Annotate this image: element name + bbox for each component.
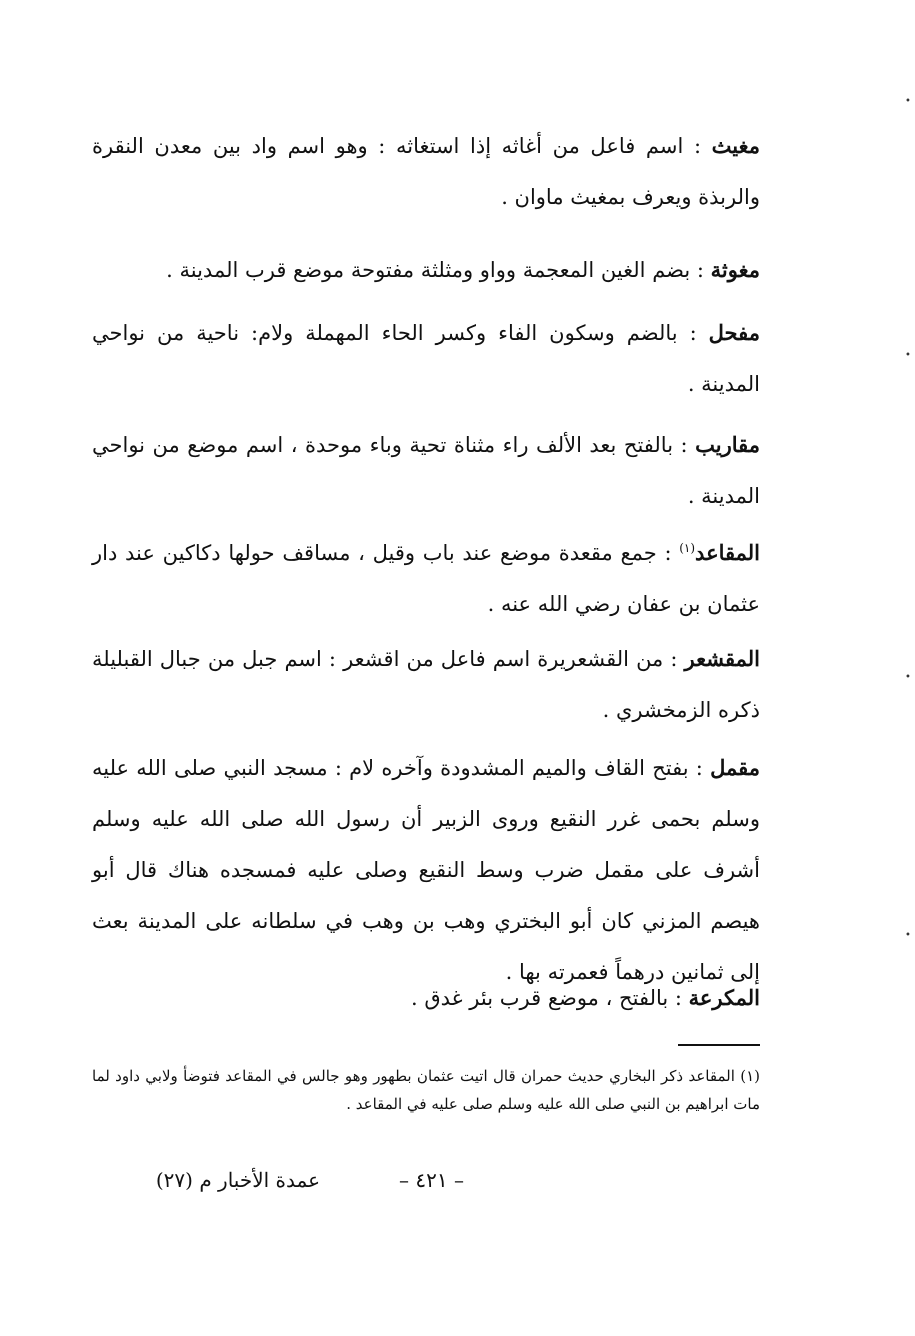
entry-term: مقمل [710,755,760,780]
margin-mark: • [905,96,911,107]
entry-maqarib [92,419,760,522]
entry-term: المقاعد [695,540,760,565]
margin-mark: • [905,672,911,683]
entry-muqammal [92,742,760,998]
entry-term: مقاريب [695,432,760,457]
page-number: – ٤٢١ – [399,1168,464,1192]
entry-text: : من القشعريرة اسم فاعل من اقشعر : اسم جبل من جبال القبليلة ذكره الزمخشري . [92,647,760,722]
entry-term: المقشعر [684,646,760,671]
book-reference: عمدة الأخبار م (٢٧) [155,1168,320,1192]
entry-al-mukraa [360,972,760,1024]
entry-mughith [92,120,760,223]
entry-text: : بالضم وسكون الفاء وكسر الحاء المهملة ولام: ناحية من نواحي المدينة . [92,321,760,396]
footnote-separator [678,1044,760,1046]
entry-term: مفحل [708,320,760,345]
entry-text: : بالفتح بعد الألف راء مثناة تحية وباء موحدة ، اسم موضع من نواحي المدينة . [92,433,760,508]
footnote: (١) المقاعد ذكر البخاري حديث حمران قال اتيت عثمان بطهور وهو جالس في المقاعد فتوضأ ولابي داود لما مات ابراهيم بن النبي صلى الله عليه وسلم صلى عليه في المقاعد . [92,1067,760,1113]
entry-term: مغيث [711,133,760,158]
entry-term: المكرعة [688,985,760,1010]
entry-al-maqaid [92,523,760,630]
entry-al-muqshair [92,633,760,736]
entry-maghutha [92,244,760,296]
entry-mafhal [92,307,760,410]
entry-text: : بالفتح ، موضع قرب بئر غدق . [410,986,689,1010]
page-footer [100,1160,760,1200]
margin-mark: • [905,930,911,941]
entry-text: : بضم الغين المعجمة وواو ومثلثة مفتوحة موضع قرب المدينة . [166,258,711,282]
entry-text: : جمع مقعدة موضع عند باب وقيل ، مساقف حولها دكاكين عند دار عثمان بن عفان رضي الله عنه . [92,541,760,616]
entry-term: مغوثة [710,257,760,282]
entry-text: : بفتح القاف والميم المشدودة وآخره لام : مسجد النبي صلى الله عليه وسلم بحمى غرر النقيع وروى الزبير أن رسول الله صلى الله عليه وسلم أشرف على مقمل ضرب وسط النقيع وصلى عليه فمسجده هناك قال أبو هيصم المزني كان أبو البختري وهب بن وهب في سلطانه على المدينة بعث إلى ثمانين درهماً فعمرته بها . [92,756,760,984]
entry-text: : اسم فاعل من أغاثه إذا استغاثه : وهو اسم واد بين معدن النقرة والربذة ويعرف بمغيث ماوان . [92,134,760,209]
margin-mark: • [905,350,911,361]
footnote-marker: (١) [679,541,696,555]
